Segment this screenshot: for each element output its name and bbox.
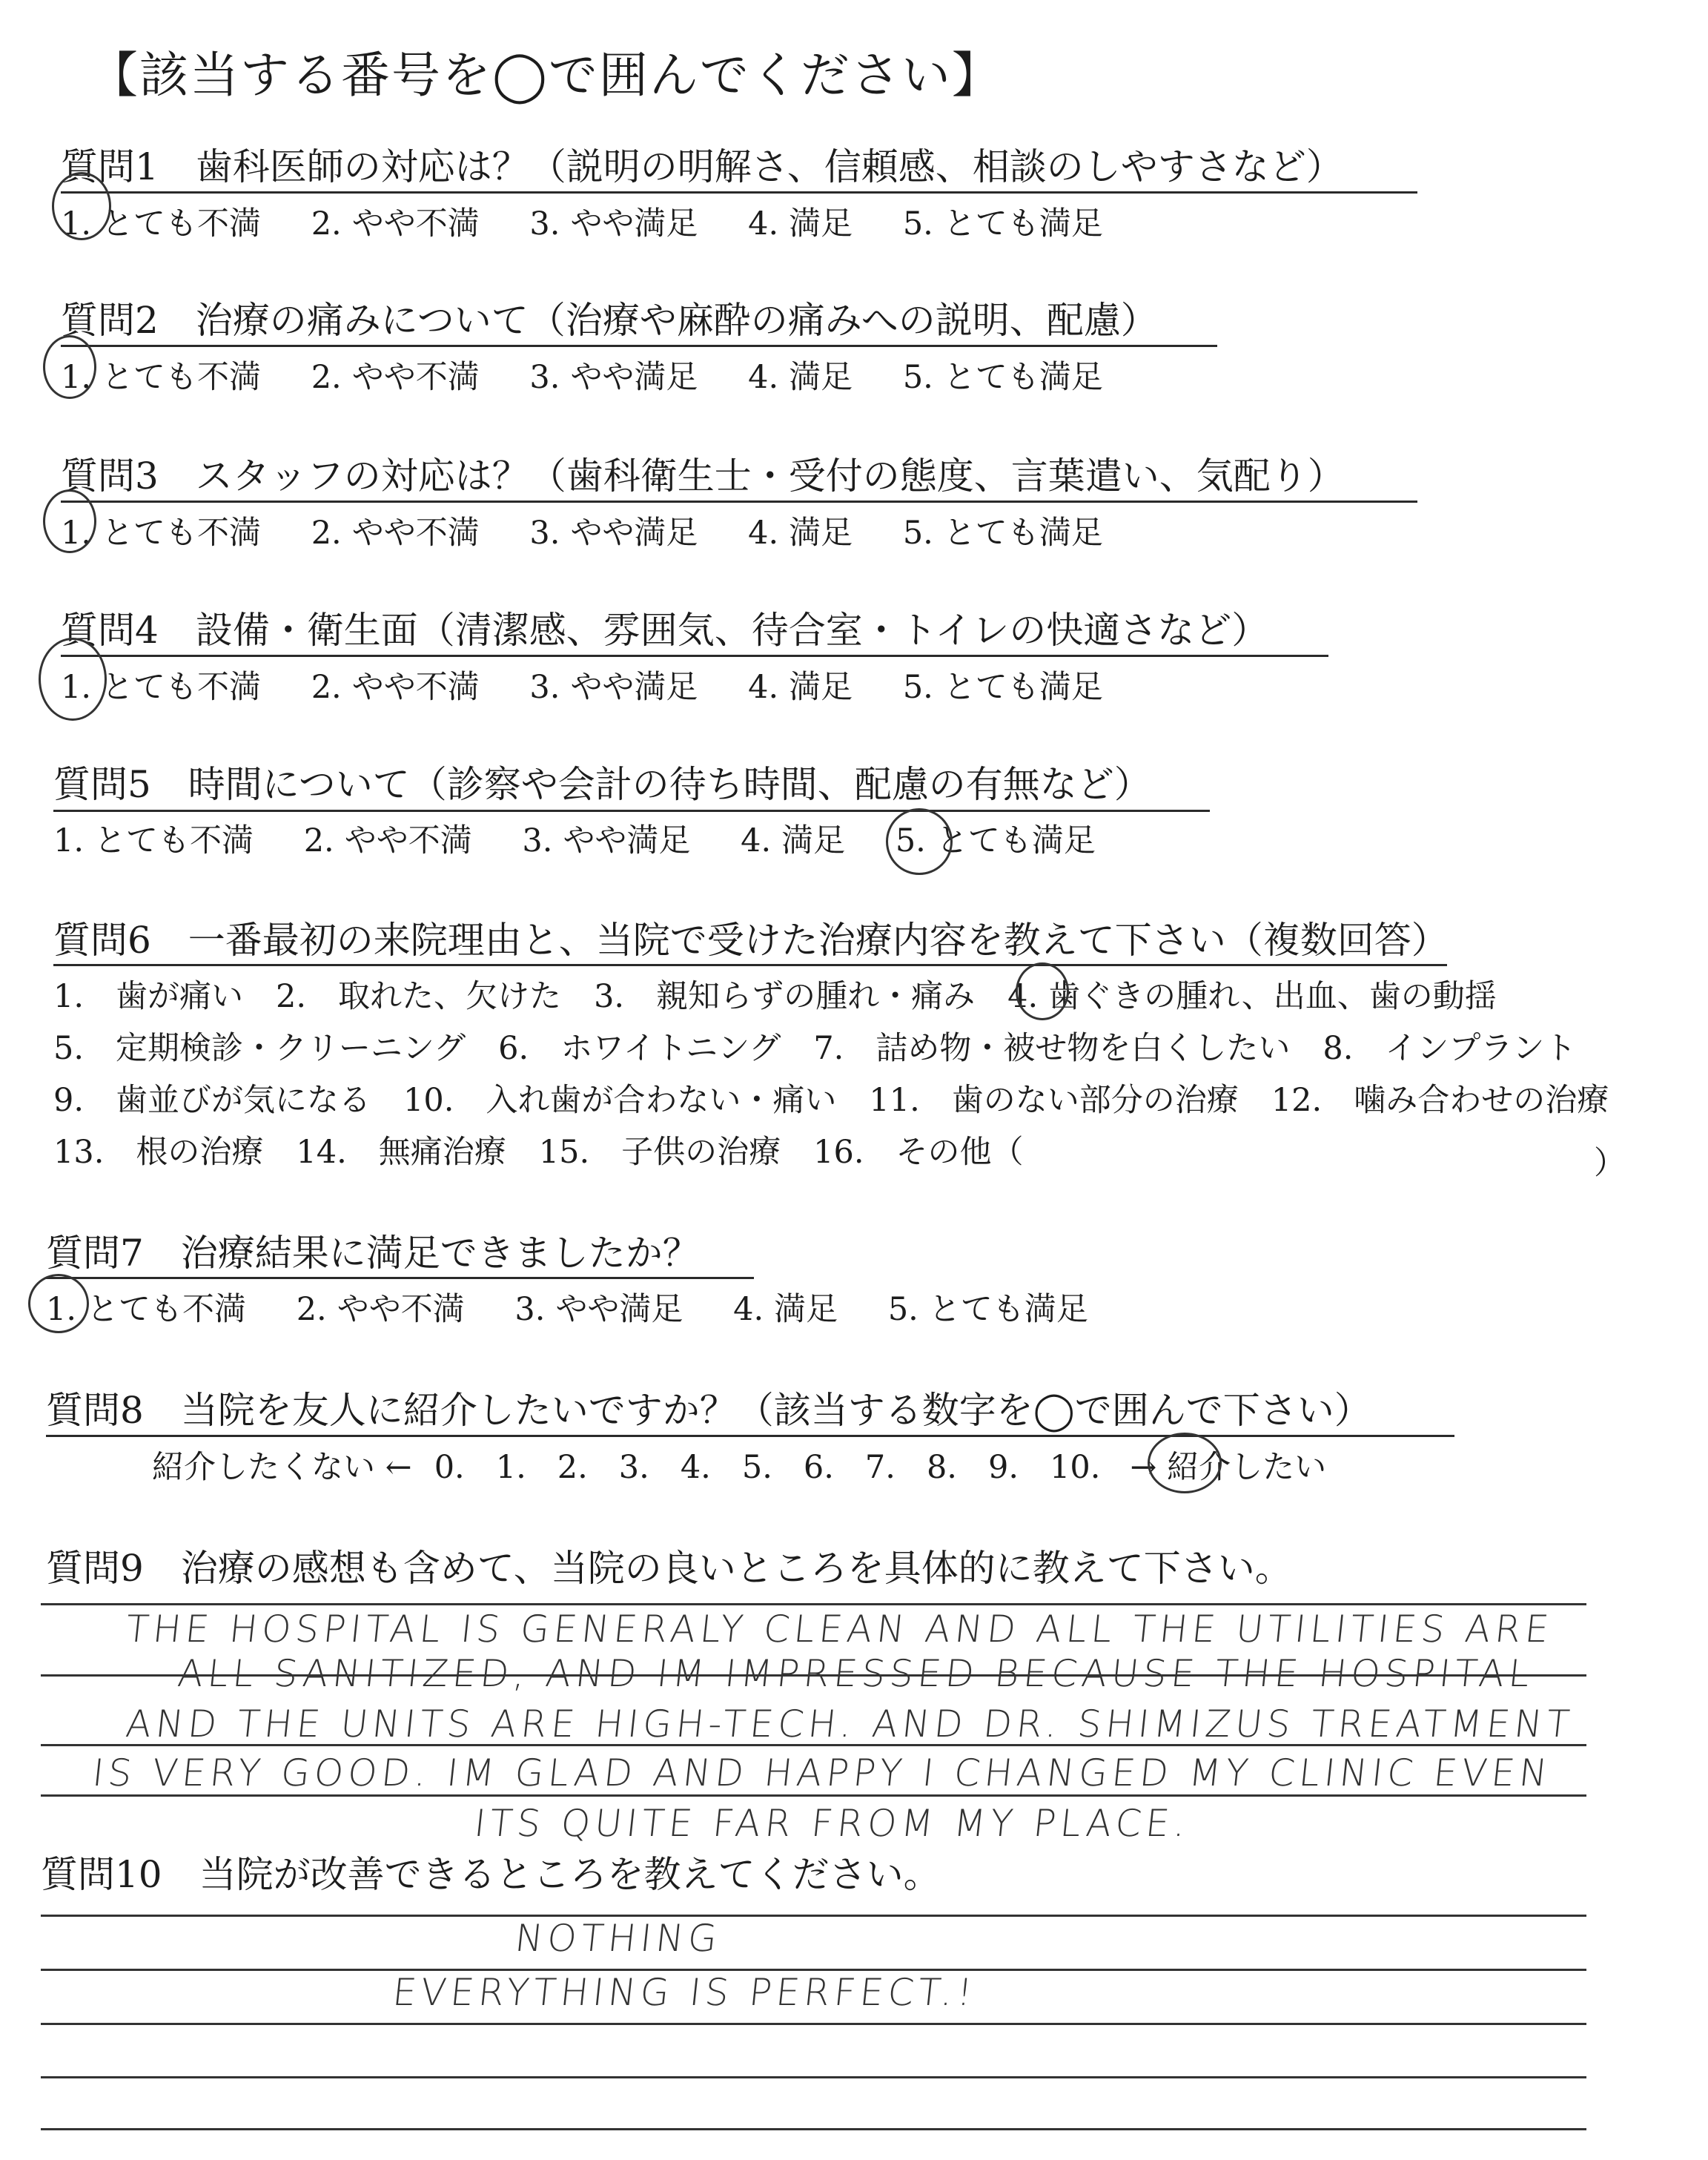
q8-underline: [46, 1435, 1454, 1437]
q4-opt2-num[interactable]: 2.: [311, 669, 342, 706]
q4-opt3-num[interactable]: 3.: [529, 669, 560, 706]
q6-row-1: [53, 971, 1529, 1017]
q1-opt3-label[interactable]: やや満足: [570, 205, 698, 242]
q6-reason-11[interactable]: 11. 歯のない部分の治療: [869, 1082, 1239, 1119]
q10-writing-line-1: [41, 1915, 1586, 1917]
q5-opt3-label[interactable]: やや満足: [563, 822, 691, 859]
q3-opt4-label[interactable]: 満足: [789, 515, 853, 552]
q4-options: [61, 662, 1143, 707]
q9-answer-line-2: ALL SANITIZED, AND IM IMPRESSED BECAUSE THE HOSPITAL: [175, 1652, 1537, 1695]
q3-opt1-num[interactable]: 1.: [61, 515, 92, 552]
q9-title: 質問9 治療の感想も含めて、当院の良いところを具体的に教えて下さい。: [46, 1547, 1292, 1590]
q1-opt4-num[interactable]: 4.: [748, 205, 779, 242]
q2-underline: [61, 345, 1217, 347]
q7-opt5-num[interactable]: 5.: [887, 1291, 918, 1328]
q10-writing-line-4: [41, 2076, 1586, 2078]
q6-underline: [53, 964, 1447, 966]
q4-opt1-label[interactable]: とても不満: [102, 669, 262, 706]
q9-answer-line-5: ITS QUITE FAR FROM MY PLACE.: [471, 1802, 1193, 1845]
q2-opt4-label[interactable]: 満足: [789, 359, 853, 396]
q7-opt4-label[interactable]: 満足: [774, 1291, 838, 1328]
q6-reason-13[interactable]: 13. 根の治療: [53, 1134, 264, 1171]
q6-reason-5[interactable]: 5. 定期検診・クリーニング: [53, 1030, 466, 1067]
q8-left-label: 紹介したくない ←: [152, 1449, 412, 1486]
q9-writing-line-1: [41, 1603, 1586, 1605]
q3-options: [61, 508, 1143, 553]
q10-title: 質問10 当院が改善できるところを教えてください。: [41, 1853, 941, 1896]
q7-opt2-label[interactable]: やや不満: [337, 1291, 465, 1328]
q6-reason-16[interactable]: 16. その他（: [813, 1134, 1024, 1171]
q4-opt2-label[interactable]: やや不満: [351, 669, 480, 706]
q7-opt4-num[interactable]: 4.: [733, 1291, 764, 1328]
q4-title: 質問4 設備・衛生面（清潔感、雰囲気、待合室・トイレの快適さなど）: [61, 609, 1269, 652]
q5-opt1-label[interactable]: とても不満: [94, 822, 254, 859]
q6-selection-circle: [1016, 962, 1069, 1020]
q5-opt5-num[interactable]: 5.: [895, 822, 926, 859]
q4-opt4-num[interactable]: 4.: [748, 669, 779, 706]
q5-opt3-num[interactable]: 3.: [522, 822, 553, 859]
q1-opt1-num[interactable]: 1.: [61, 205, 92, 242]
q6-reason-6[interactable]: 6. ホワイトニング: [498, 1030, 781, 1067]
q5-opt4-label[interactable]: 満足: [781, 822, 846, 859]
q4-selection-circle: [39, 638, 107, 721]
q6-reason-14[interactable]: 14. 無痛治療: [296, 1134, 506, 1171]
q2-opt2-num[interactable]: 2.: [311, 359, 342, 396]
q6-reason-8[interactable]: 8. インプラント: [1323, 1030, 1577, 1067]
q8-title: 質問8 当院を友人に紹介したいですか？（該当する数字を◯で囲んで下さい）: [46, 1389, 1371, 1432]
q2-opt1-num[interactable]: 1.: [61, 359, 92, 396]
q3-underline: [61, 501, 1417, 503]
q10-writing-line-5: [41, 2128, 1586, 2130]
q7-opt1-label[interactable]: とても不満: [87, 1291, 247, 1328]
q9-writing-line-4: [41, 1794, 1586, 1797]
q3-opt4-num[interactable]: 4.: [748, 515, 779, 552]
q5-opt1-num[interactable]: 1.: [53, 822, 85, 859]
q6-reason-10[interactable]: 10. 入れ歯が合わない・痛い: [403, 1082, 837, 1119]
q6-row-4: [53, 1127, 1056, 1172]
q7-opt2-num[interactable]: 2.: [296, 1291, 327, 1328]
q1-opt4-label[interactable]: 満足: [789, 205, 853, 242]
q8-scale-3[interactable]: 3.: [618, 1449, 649, 1486]
q1-opt5-label[interactable]: とても満足: [943, 205, 1103, 242]
q2-opt3-label[interactable]: やや満足: [570, 359, 698, 396]
q1-opt5-num[interactable]: 5.: [902, 205, 933, 242]
q5-underline: [53, 810, 1210, 812]
q5-opt5-label[interactable]: とても満足: [936, 822, 1096, 859]
q3-opt3-label[interactable]: やや満足: [570, 515, 698, 552]
q4-opt5-label[interactable]: とても満足: [943, 669, 1103, 706]
q5-options: [53, 816, 1136, 861]
q10-writing-line-3: [41, 2023, 1586, 2025]
q6-reason-15[interactable]: 15. 子供の治療: [538, 1134, 781, 1171]
q6-reason-7[interactable]: 7. 詰め物・被せ物を白くしたい: [813, 1030, 1291, 1067]
q1-title: 質問1 歯科医師の対応は？（説明の明解さ、信頼感、相談のしやすさなど）: [61, 145, 1343, 188]
q1-selection-circle: [52, 172, 111, 240]
q7-selection-circle: [28, 1274, 89, 1333]
q3-title: 質問3 スタッフの対応は？（歯科衛生士・受付の態度、言葉遣い、気配り）: [61, 455, 1345, 498]
form-title: 【該当する番号を◯で囲んでください】: [89, 47, 1002, 104]
q7-opt1-num[interactable]: 1.: [46, 1291, 77, 1328]
q8-scale-2[interactable]: 2.: [557, 1449, 588, 1486]
q9-answer-line-1: THE HOSPITAL IS GENERALY CLEAN AND ALL THE UTILITIES ARE: [123, 1608, 1556, 1651]
q2-options: [61, 352, 1143, 397]
q2-title: 質問2 治療の痛みについて（治療や麻酔の痛みへの説明、配慮）: [61, 299, 1158, 342]
q1-opt1-label[interactable]: とても不満: [102, 205, 262, 242]
q3-opt2-num[interactable]: 2.: [311, 515, 342, 552]
q8-scale-5[interactable]: 5.: [741, 1449, 772, 1486]
q6-reason-12[interactable]: 12. 噛み合わせの治療: [1271, 1082, 1609, 1119]
q4-underline: [61, 655, 1328, 657]
q3-opt2-label[interactable]: やや不満: [351, 515, 480, 552]
q8-scale-1[interactable]: 1.: [495, 1449, 526, 1486]
q9-answer-line-3: AND THE UNITS ARE HIGH-TECH. AND DR. SHIMIZUS TREATMENT: [123, 1702, 1576, 1745]
q2-opt5-num[interactable]: 5.: [902, 359, 933, 396]
q1-opt3-num[interactable]: 3.: [529, 205, 560, 242]
q4-opt1-num[interactable]: 1.: [61, 669, 92, 706]
q6-title: 質問6 一番最初の来院理由と、当院で受けた治療内容を教えて下さい（複数回答）: [53, 919, 1449, 962]
q2-opt5-label[interactable]: とても満足: [943, 359, 1103, 396]
q5-selection-circle: [886, 808, 953, 875]
q2-opt1-label[interactable]: とても不満: [102, 359, 262, 396]
q7-opt3-num[interactable]: 3.: [514, 1291, 546, 1328]
q6-reason-2[interactable]: 2. 取れた、欠けた: [276, 978, 562, 1015]
q3-opt3-num[interactable]: 3.: [529, 515, 560, 552]
q2-opt3-num[interactable]: 3.: [529, 359, 560, 396]
q6-reason-1[interactable]: 1. 歯が痛い: [53, 978, 244, 1015]
q1-underline: [61, 191, 1417, 194]
q4-opt3-label[interactable]: やや満足: [570, 669, 698, 706]
q6-other-close-paren: ）: [1594, 1145, 1626, 1182]
q6-row-2: [53, 1023, 1609, 1069]
q5-opt2-label[interactable]: やや不満: [344, 822, 472, 859]
q6-reason-4-label[interactable]: 歯ぐきの腫れ、出血、歯の動揺: [1048, 978, 1497, 1015]
q3-opt5-num[interactable]: 5.: [902, 515, 933, 552]
q8-selection-circle: [1148, 1433, 1222, 1493]
q7-underline: [46, 1277, 754, 1279]
q10-answer-line-1: NOTHING: [512, 1917, 724, 1960]
q5-opt2-num[interactable]: 2.: [303, 822, 334, 859]
q8-scale-6[interactable]: 6.: [803, 1449, 834, 1486]
q3-opt1-label[interactable]: とても不満: [102, 515, 262, 552]
q6-reason-9[interactable]: 9. 歯並びが気になる: [53, 1082, 371, 1119]
q3-selection-circle: [43, 489, 96, 553]
q6-reason-4-num[interactable]: 4.: [1007, 978, 1039, 1015]
q1-options: [61, 199, 1143, 244]
q9-answer-line-4: IS VERY GOOD. IM GLAD AND HAPPY I CHANGED MY CLINIC EVEN: [90, 1751, 1554, 1794]
q1-opt2-num[interactable]: 2.: [311, 205, 342, 242]
q8-scale-0[interactable]: 0.: [434, 1449, 465, 1486]
q3-opt5-label[interactable]: とても満足: [943, 515, 1103, 552]
q4-opt5-num[interactable]: 5.: [902, 669, 933, 706]
q7-options: [46, 1284, 1128, 1330]
q8-right-label: → 紹介したい: [1130, 1449, 1327, 1486]
q10-answer-line-2: EVERYTHING IS PERFECT.!: [390, 1971, 979, 2014]
q7-opt3-label[interactable]: やや満足: [555, 1291, 683, 1328]
q1-opt2-label[interactable]: やや不満: [351, 205, 480, 242]
q8-scale-10[interactable]: 10.: [1050, 1449, 1101, 1486]
q5-title: 質問5 時間について（診察や会計の待ち時間、配慮の有無など）: [53, 763, 1151, 806]
q7-opt5-label[interactable]: とても満足: [928, 1291, 1088, 1328]
q7-title: 質問7 治療結果に満足できましたか？: [46, 1232, 700, 1275]
q6-reason-3[interactable]: 3. 親知らずの腫れ・痛み: [594, 978, 976, 1015]
q8-scale-9[interactable]: 9.: [987, 1449, 1019, 1486]
q8-scale-7[interactable]: 7.: [864, 1449, 896, 1486]
q2-opt2-label[interactable]: やや不満: [351, 359, 480, 396]
q4-opt4-label[interactable]: 満足: [789, 669, 853, 706]
q5-opt4-num[interactable]: 4.: [741, 822, 772, 859]
q6-row-3: [53, 1075, 1641, 1120]
q2-opt4-num[interactable]: 4.: [748, 359, 779, 396]
q2-selection-circle: [43, 335, 96, 399]
q8-scale-4[interactable]: 4.: [680, 1449, 711, 1486]
q8-scale-8[interactable]: 8.: [926, 1449, 957, 1486]
